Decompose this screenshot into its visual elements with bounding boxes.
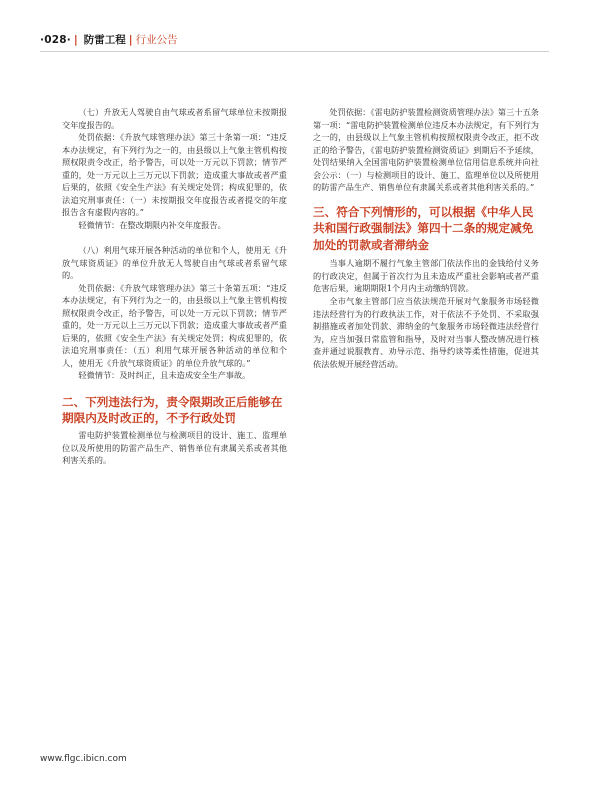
section3-text-2: 全市气象主管部门应当依法规范开展对气象服务市场轻微违法经营行为的行政执法工作，对于依法不予处罚、不采取强制措施或者加处罚款、滞纳金的气象服务市场轻微违法经营行为，应当加强日常监管和指导，及时对当事人整改情况进行核查并通过说服教育、劝导示范、指导约谈等柔性措施，促进其依法依规开展经营活动。 <box>313 295 539 369</box>
magazine-name: 防雷工程 <box>83 34 126 46</box>
section3-heading: 三、符合下列情形的，可以根据《中华人民共和国行政强制法》第四十二条的规定减免加处的罚款或者滞纳金 <box>313 204 534 252</box>
item7-minor-circumstance: 轻微情节：在整改期限内补交年度报告。 <box>78 219 226 230</box>
header-rule <box>40 51 549 52</box>
item7-intro: （七）升放无人驾驶自由气球或者系留气球单位未按期报交年度报告的。 <box>62 107 287 130</box>
footer-url: www.flgc.ibicn.com <box>40 754 127 764</box>
section3-text-1: 当事人逾期不履行气象主管部门依法作出的金钱给付义务的行政决定，但属于首次行为且未造成严重社会影响或者严重危害后果，逾期期限1个月内主动缴纳罚款。 <box>313 258 539 294</box>
section-name: 行业公告 <box>135 34 178 46</box>
paragraph-gap <box>62 231 287 244</box>
header-divider: | <box>128 34 133 46</box>
page-header <box>40 33 178 47</box>
left-column <box>62 106 287 467</box>
item8-minor-circumstance: 轻微情节：及时纠正，且未造成安全生产事故。 <box>78 370 251 381</box>
item8-intro: （八）利用气球开展各种活动的单位和个人，使用无《升放气球资质证》的单位升放无人驾驶自由气球或者系留气球的。 <box>62 244 287 281</box>
page-number: ·028· <box>40 34 71 46</box>
item7-penalty-basis: 处罚依据：《升放气球管理办法》第三十条第一项：“违反本办法规定，有下列行为之一的，由县级以上气象主管机构按照权限责令改正，给予警告，可以处一万元以下罚款；情节严重的，处一万元以上三万元以下罚款；造成重大事故或者严重后果的，依照《安全生产法》有关规定处罚；构成犯罪的，依法追究刑事责任：（一）未按期报交年度报告或者提交的年度报告含有虚假内容的。” <box>62 132 287 218</box>
right-column <box>313 106 539 370</box>
section2-heading: 二、下列违法行为，责令限期改正后能够在期限内及时改正的，不予行政处罚 <box>62 394 283 426</box>
section2-text: 雷电防护装置检测单位与检测项目的设计、施工、监理单位以及所使用的防雷产品生产、销售单位有隶属关系或者其他利害关系的。 <box>62 429 287 466</box>
item8-penalty-basis: 处罚依据：《升放气球管理办法》第三十条第五项：“违反本办法规定，有下列行为之一的，由县级以上气象主管机构按照权限责令改正，给予警告，可以处一万元以下罚款；情节严重的，处一万元以上三万元以下罚款；造成重大事故或者严重后果的，依照《安全生产法》有关规定处罚；构成犯罪的，依法追究刑事责任：（五）利用气球开展各种活动的单位和个人，使用无《升放气球资质证》的单位升放气球的。” <box>62 282 287 368</box>
header-divider: | <box>73 34 78 46</box>
section2-penalty-basis: 处罚依据：《雷电防护装置检测资质管理办法》第三十五条第一项：“雷电防护装置检测单位违反本办法规定，有下列行为之一的，由县级以上气象主管机构按照权限责令改正，拒不改正的给予警告，《雷电防护装置检测资质证》到期后不予延续，处罚结果纳入全国雷电防护装置检测单位信用信息系统并向社会公示：（一）与检测项目的设计、施工、监理单位以及所使用的防雷产品生产、销售单位有隶属关系或者其他利害关系的。” <box>313 107 539 193</box>
